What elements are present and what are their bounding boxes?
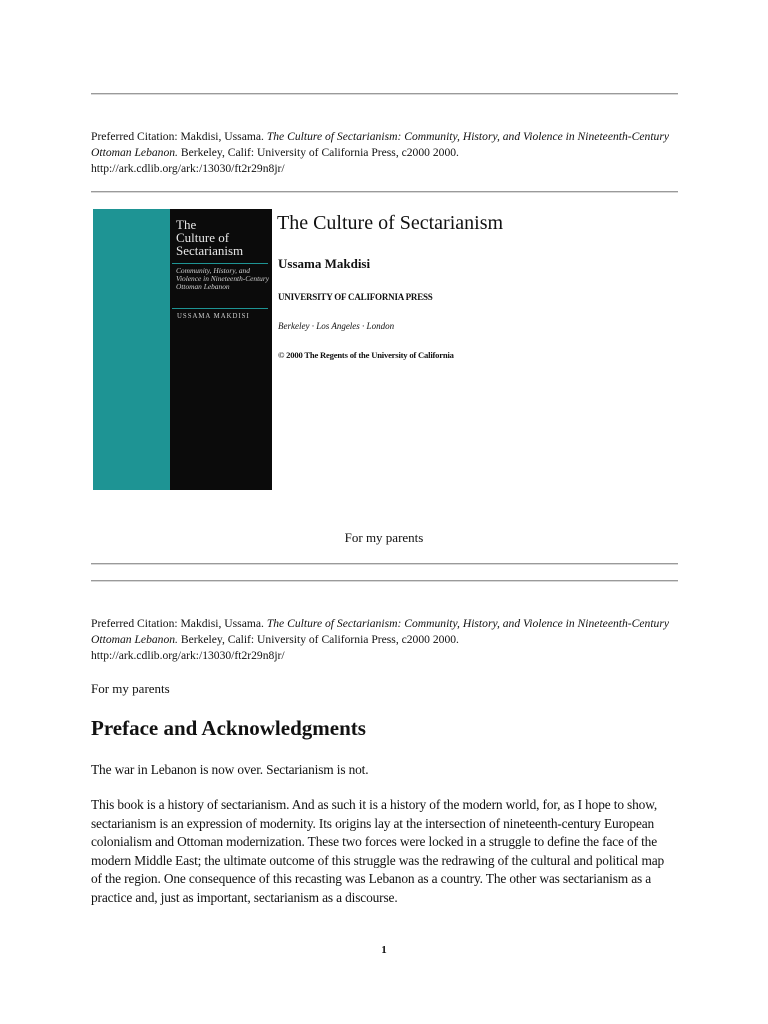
dedication-text: For my parents xyxy=(91,681,170,696)
citation-publisher: Berkeley, Calif: University of California Press, c2000 2000. xyxy=(177,633,459,646)
dedication-centered: For my parents xyxy=(344,530,424,545)
book-cover-image xyxy=(93,209,272,490)
divider-3 xyxy=(91,563,678,565)
citation-block-top xyxy=(91,129,681,177)
citation-block-bottom xyxy=(91,616,681,664)
preface-paragraph-1: The war in Lebanon is now over. Sectarianism is not. xyxy=(91,762,369,777)
preface-heading: Preface and Acknowledgments xyxy=(91,716,366,740)
cover-author: USSAMA MAKDISI xyxy=(177,313,250,320)
cover-subtitle: Community, History, and Violence in Nineteenth-Century Ottoman Lebanon xyxy=(176,266,270,291)
page-number: 1 xyxy=(381,944,387,956)
title-page-title: The Culture of Sectarianism xyxy=(277,212,504,234)
cover-teal-strip xyxy=(93,209,170,490)
citation-url[interactable]: http://ark.cdlib.org/ark:/13030/ft2r29n8jr/ xyxy=(91,649,285,662)
title-page-author: Ussama Makdisi xyxy=(278,256,371,271)
citation-prefix: Preferred Citation: Makdisi, Ussama. xyxy=(91,130,267,143)
citation-book-title: The Culture of Sectarianism: Community, History, and Violence in Nineteenth-Century Ottoman Lebanon. xyxy=(91,130,669,159)
cover-title: The Culture of Sectarianism xyxy=(176,217,244,258)
citation-prefix: Preferred Citation: Makdisi, Ussama. xyxy=(91,617,267,630)
title-page-publisher: UNIVERSITY OF CALIFORNIA PRESS xyxy=(278,292,433,302)
citation-publisher: Berkeley, Calif: University of California Press, c2000 2000. xyxy=(177,146,459,159)
citation-url[interactable]: http://ark.cdlib.org/ark:/13030/ft2r29n8jr/ xyxy=(91,162,285,175)
divider-4 xyxy=(91,580,678,582)
citation-book-title: The Culture of Sectarianism: Community, History, and Violence in Nineteenth-Century Ottoman Lebanon. xyxy=(91,617,669,646)
cover-rule-1 xyxy=(172,263,268,264)
top-divider xyxy=(91,93,678,95)
cover-rule-2 xyxy=(172,308,268,309)
divider-2 xyxy=(91,191,678,193)
title-page-places: Berkeley · Los Angeles · London xyxy=(278,321,395,331)
title-page-copyright: © 2000 The Regents of the University of California xyxy=(278,350,454,360)
preface-paragraph-2: This book is a history of sectarianism. And as such it is a history of the modern world, for, as I hope to show, sectarianism is an expression of modernity. Its origins lay at the intersection of nineteenth-century European colonialism and Ottoman modernization. These two forces were locked in a struggle to define the face of the modern Middle East; the ultimate outcome of this struggle was the redrawing of the cultural and political map of the region. One consequence of this recasting was Lebanon as a country. The other was sectarianism as a practice and, just as important, sectarianism as a discourse. xyxy=(91,797,665,905)
